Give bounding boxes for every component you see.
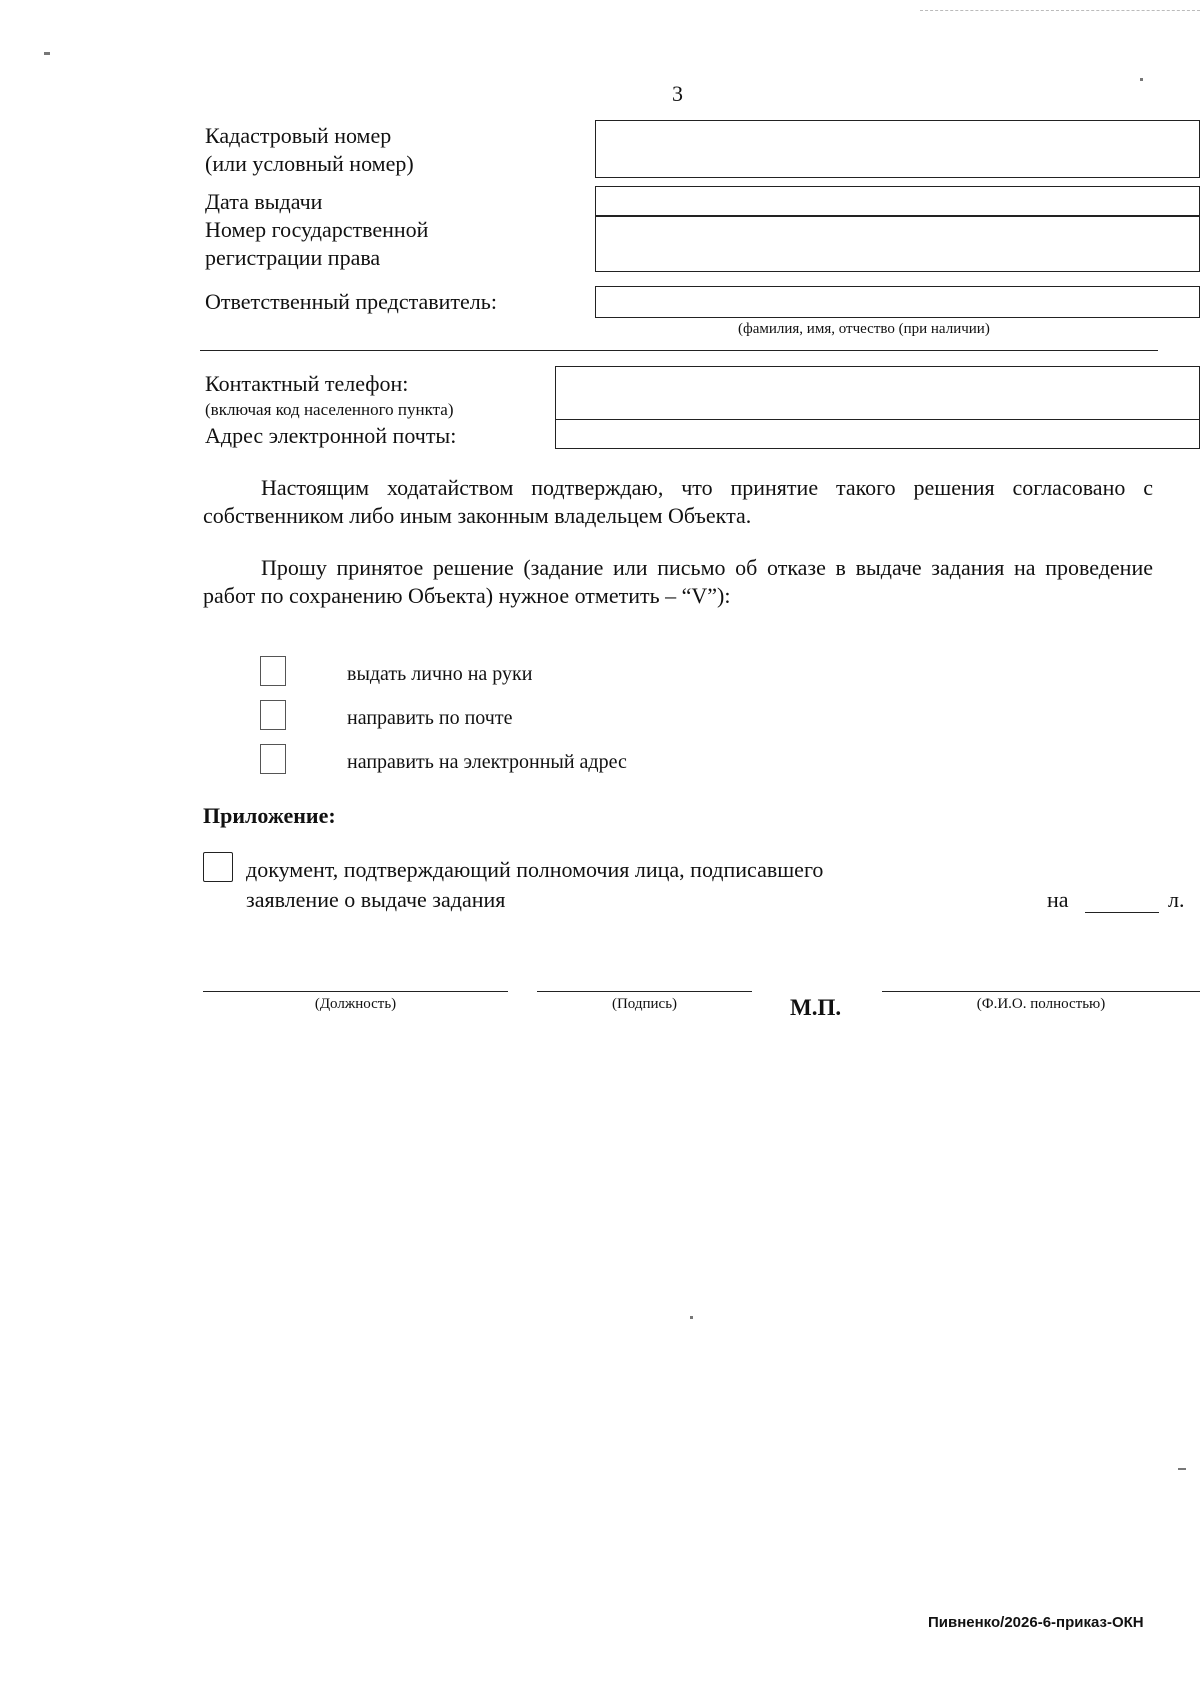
request-paragraph: [203, 554, 1153, 610]
attachment-pages-field[interactable]: [1085, 912, 1159, 913]
page-number: 3: [672, 81, 683, 106]
scan-speck: [1178, 1468, 1186, 1470]
phone-label: Контактный телефон:: [205, 371, 409, 396]
representative-hint: (фамилия, имя, отчество (при наличии): [738, 321, 990, 337]
seal-label: М.П.: [790, 995, 842, 1020]
signature-line[interactable]: [537, 991, 752, 992]
footer-doc-ref: Пивненко/2026-6-приказ-ОКН: [928, 1614, 1144, 1631]
registration-label-line2: регистрации права: [205, 245, 381, 270]
phone-hint: (включая код населенного пункта): [205, 400, 454, 419]
attachment-na-label: на: [1047, 887, 1069, 912]
attachment-checkbox[interactable]: [203, 852, 233, 882]
scan-speck: [690, 1316, 693, 1319]
issue-date-label: Дата выдачи: [205, 189, 323, 214]
email-field[interactable]: [555, 419, 1200, 449]
confirm-paragraph: [203, 474, 1153, 530]
cadastral-label-line1: Кадастровый номер: [205, 123, 392, 148]
attachment-pages-unit: л.: [1168, 887, 1185, 912]
representative-label: Ответственный представитель:: [205, 289, 497, 314]
option-checkbox-hand[interactable]: [260, 656, 286, 686]
registration-field[interactable]: [595, 216, 1200, 272]
position-line[interactable]: [203, 991, 508, 992]
option-checkbox-email[interactable]: [260, 744, 286, 774]
option-checkbox-post[interactable]: [260, 700, 286, 730]
position-caption: (Должность): [314, 996, 397, 1012]
fio-line[interactable]: [882, 991, 1200, 992]
request-paragraph-text: Прошу принятое решение (задание или письмо об отказе в выдаче задания на проведение работ по сохранению Объекта) нужное отметить – “V”):: [203, 555, 1153, 608]
representative-field[interactable]: [595, 286, 1200, 318]
fio-caption: (Ф.И.О. полностью): [976, 996, 1106, 1012]
scan-speck: [44, 52, 50, 55]
confirm-paragraph-text: Настоящим ходатайством подтверждаю, что принятие такого решения согласовано с собственником либо иным законным владельцем Объекта.: [203, 475, 1153, 528]
option-label-post: направить по почте: [347, 707, 513, 729]
attachment-text-line1: документ, подтверждающий полномочия лица, подписавшего: [246, 857, 824, 882]
signature-caption: (Подпись): [611, 996, 678, 1012]
scan-edge: [920, 10, 1200, 11]
issue-date-field[interactable]: [595, 186, 1200, 216]
phone-field[interactable]: [555, 366, 1200, 420]
cadastral-label-line2: (или условный номер): [205, 151, 414, 176]
cadastral-field[interactable]: [595, 120, 1200, 178]
section-divider: [200, 350, 1158, 351]
attachment-text-line2: заявление о выдаче задания: [246, 887, 506, 912]
attachment-heading: Приложение:: [203, 803, 336, 828]
registration-label-line1: Номер государственной: [205, 217, 429, 242]
option-label-email: направить на электронный адрес: [347, 751, 627, 773]
email-label: Адрес электронной почты:: [205, 423, 457, 448]
scan-speck: [1140, 78, 1143, 81]
option-label-hand: выдать лично на руки: [347, 663, 533, 685]
